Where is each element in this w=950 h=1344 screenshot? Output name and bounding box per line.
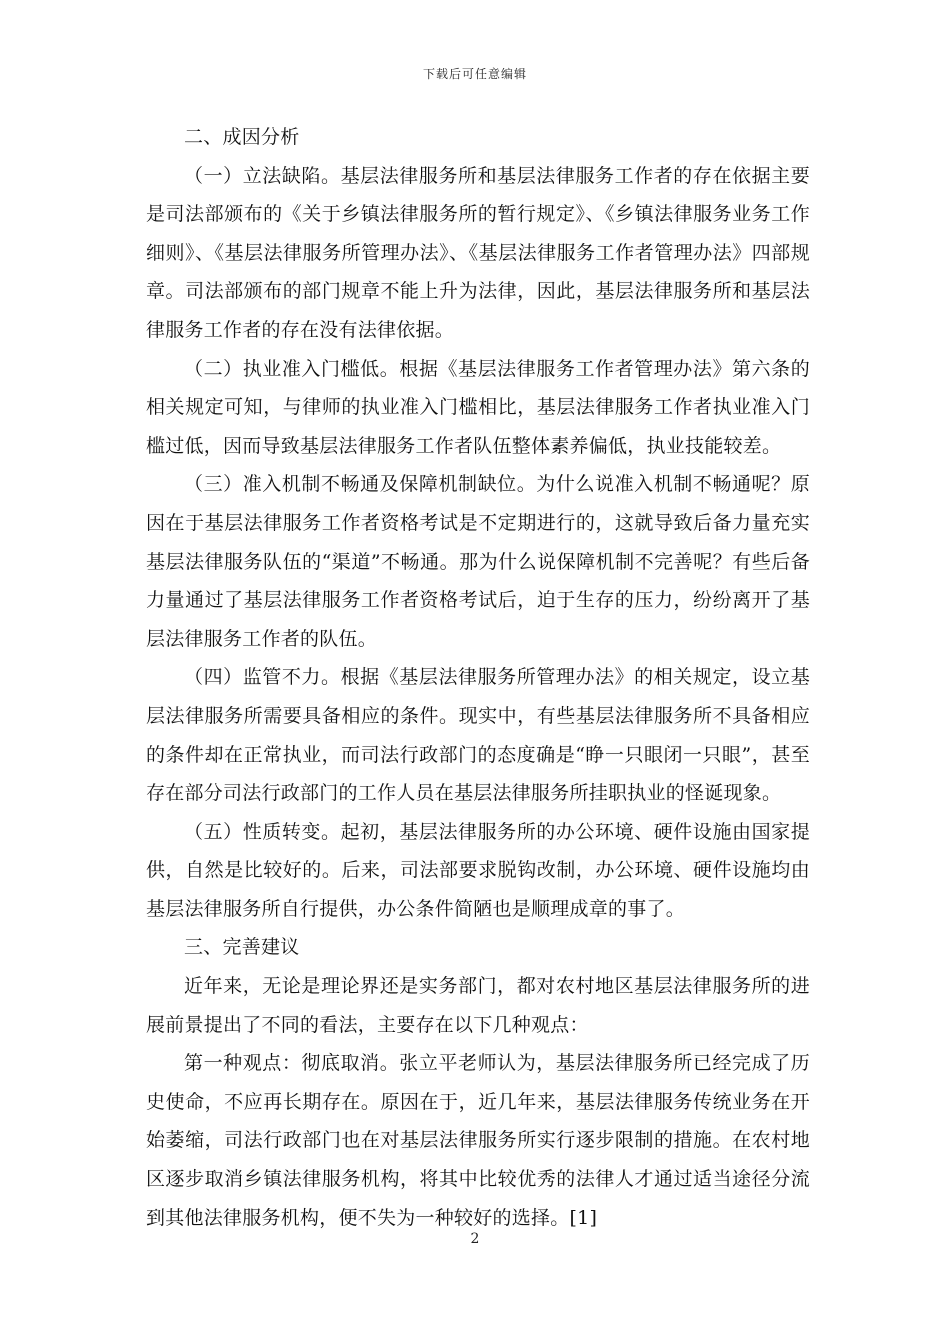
section-heading-causes: 二、成因分析 — [184, 126, 300, 148]
paragraph-legislative-defect: （一）立法缺陷。基层法律服务所和基层法律服务工作者的存在依据主要是司法部颁布的《关于乡镇法律服务所的暂行规定》、《乡镇法律服务业务工作细则》、《基层法律服务所管理办法》、《基层法律服务工作者管理办法》四部规章。司法部颁布的部门规章不能上升为法律，因此，基层法律服务所和基层法律服务工作者的存在没有法律依据。 — [146, 164, 810, 341]
page-header: 下载后可任意编辑 — [422, 67, 527, 81]
paragraph-low-entry-threshold: （二）执业准入门槛低。根据《基层法律服务工作者管理办法》第六条的相关规定可知，与律师的执业准入门槛相比，基层法律服务工作者执业准入门槛过低，因而导致基层法律服务工作者队伍整体素养偏低，执业技能较差。 — [146, 357, 810, 457]
section-heading-suggestions: 三、完善建议 — [184, 936, 300, 959]
document-body — [146, 118, 810, 1237]
paragraph-access-mechanism: （三）准入机制不畅通及保障机制缺位。为什么说准入机制不畅通呢？原因在于基层法律服务工作者资格考试是不定期进行的，这就导致后备力量充实基层法律服务队伍的“渠道”不畅通。那为什么说保障机制不完善呢？有些后备力量通过了基层法律服务工作者资格考试后，迫于生存的压力，纷纷离开了基层法律服务工作者的队伍。 — [146, 473, 810, 650]
page-number: 2 — [470, 1231, 480, 1247]
paragraph-first-view: 第一种观点：彻底取消。张立平老师认为，基层法律服务所已经完成了历史使命，不应再长期存在。原因在于，近几年来，基层法律服务传统业务在开始萎缩，司法行政部门也在对基层法律服务所实行逐步限制的措施。在农村地区逐步取消乡镇法律服务机构，将其中比较优秀的法律人才通过适当途径分流到其他法律服务机构，便不失为一种较好的选择。[1] — [146, 1052, 810, 1229]
paragraph-weak-supervision: （四）监管不力。根据《基层法律服务所管理办法》的相关规定，设立基层法律服务所需要具备相应的条件。现实中，有些基层法律服务所不具备相应的条件却在正常执业，而司法行政部门的态度确是“睁一只眼闭一只眼”，甚至存在部分司法行政部门的工作人员在基层法律服务所挂职执业的怪诞现象。 — [146, 666, 810, 805]
paragraph-nature-change: （五）性质转变。起初，基层法律服务所的办公环境、硬件设施由国家提供，自然是比较好的。后来，司法部要求脱钩改制，办公环境、硬件设施均由基层法律服务所自行提供，办公条件简陋也是顺理成章的事了。 — [146, 820, 810, 920]
paragraph-recent-views: 近年来，无论是理论界还是实务部门，都对农村地区基层法律服务所的进展前景提出了不同的看法，主要存在以下几种观点： — [146, 975, 810, 1036]
